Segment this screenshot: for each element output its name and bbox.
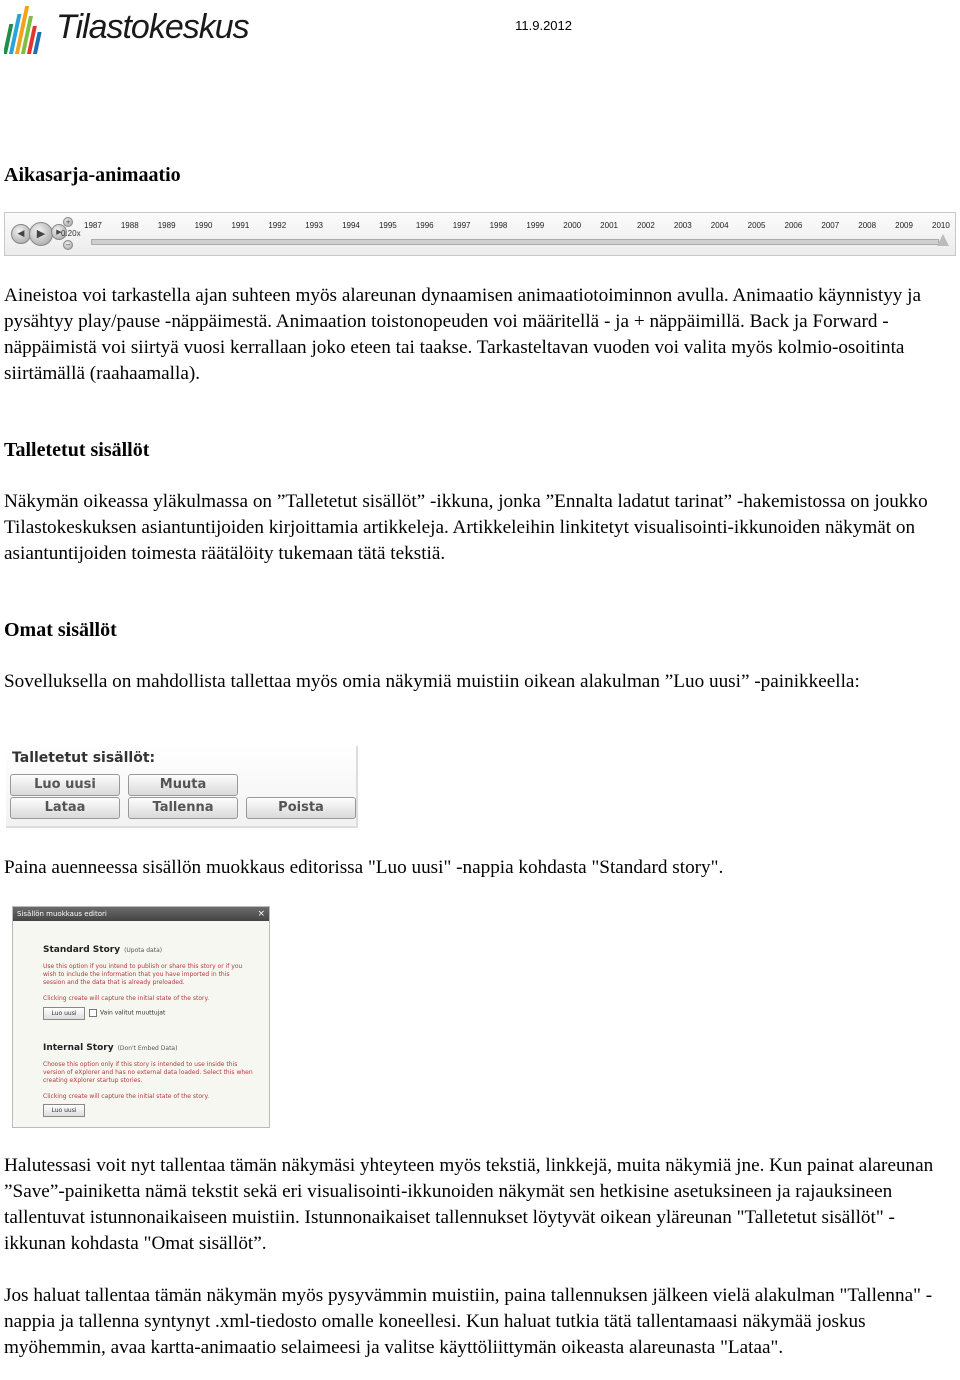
heading-own: Omat sisällöt	[4, 619, 117, 641]
timeline-year[interactable]: 1992	[268, 221, 287, 230]
timeline-bar	[4, 212, 956, 256]
paragraph-saved: Näkymän oikeassa yläkulmassa on ”Talletetut sisällöt” -ikkuna, jonka ”Ennalta ladatut tarinat” -hakemistossa on joukko Tilastokeskuksen asiantuntijoiden kirjoittamia artikkeleja. Artikkeleihin linkitetyt visualisointi-ikkunoiden näkymät on asiantuntijoiden toimesta räätälöity tukemaan tätä tekstiä.	[4, 491, 928, 564]
timeline-year[interactable]: 2002	[637, 221, 655, 230]
load-button[interactable]: Lataa	[10, 797, 120, 819]
close-icon[interactable]: ×	[257, 909, 265, 919]
timeline-year[interactable]: 2004	[710, 221, 729, 230]
internal-story-heading: Internal Story (Don't Embed Data)	[43, 1043, 178, 1053]
timeline-year[interactable]: 1999	[526, 221, 545, 230]
heading-animation: Aikasarja-animaatio	[4, 164, 181, 186]
timeline-year[interactable]: 1987	[84, 221, 102, 230]
speed-readout: 0.20x	[61, 229, 81, 238]
timeline-track[interactable]	[91, 239, 939, 245]
editor-title-bar	[13, 907, 269, 921]
paragraph-own-3: Halutessasi voit nyt tallentaa tämän näkymäsi yhteyteen myös tekstiä, linkkejä, muita näkymiä jne. Kun painat alareunan ”Save”-painiketta nämä tekstit sekä eri visualisointi-ikkunoiden näkymät sen hetkisine asetuksineen ja rajauksineen tallentuvat istunnonaikaiseen muistiin. Istunnonaikaiset tallennukset löytyvät oikean yläreunan "Talletetut sisällöt" -ikkunan kohdasta "Omat sisällöt”.	[4, 1155, 934, 1254]
minus-icon[interactable]: −	[63, 240, 73, 250]
selected-variables-checkbox[interactable]: Vain valitut muuttujat	[89, 1009, 165, 1017]
timeline-year[interactable]: 2010	[932, 221, 950, 230]
timeline-year[interactable]: 1989	[157, 221, 176, 230]
tilastokeskus-logo	[4, 2, 254, 60]
standard-story-heading: Standard Story (Upota data)	[43, 945, 163, 955]
timeline-year[interactable]: 2005	[747, 221, 766, 230]
delete-button[interactable]: Poista	[246, 797, 356, 819]
content-editor-dialog	[12, 906, 270, 1128]
new-button[interactable]: Luo uusi	[10, 774, 120, 796]
editor-title: Sisällön muokkaus editori	[17, 910, 107, 918]
timeline-year[interactable]: 2001	[600, 221, 618, 230]
internal-story-description: Choose this option only if this story is intended to use inside this version of eXplorer and has no external data loaded. Select this when creating eXplorer startup stories.	[43, 1061, 253, 1084]
logo-text: Tilastokeskus	[56, 8, 249, 46]
timeline-year[interactable]: 1995	[378, 221, 397, 230]
document-date: 11.9.2012	[515, 18, 572, 33]
heading-saved: Talletetut sisällöt	[4, 439, 150, 461]
timeline-year[interactable]: 1993	[305, 221, 323, 230]
paragraph-animation: Aineistoa voi tarkastella ajan suhteen myös alareunan dynaamisen animaatiotoiminnon avulla. Animaatio käynnistyy ja pysähtyy play/pause -näppäimestä. Animaation toistonopeuden voi määritellä - ja + näppäimillä. Back ja Forward -näppäimistä voi siirtyä vuosi kerrallaan joko eteen tai taakse. Tarkasteltavan vuoden voi valita myös kolmio-osoitinta siirtämällä (raahaamalla).	[4, 285, 922, 384]
timeline-year[interactable]: 2003	[673, 221, 692, 230]
play-icon[interactable]: ▶	[29, 222, 53, 246]
paragraph-own-4: Jos haluat tallentaa tämän näkymän myös pysyvämmin muistiin, paina tallennuksen jälkeen vielä alakulman "Tallenna" -nappia ja tallenna syntynyt .xml-tiedosto omalle koneellesi. Kun haluat tutkia tätä tallentamaasi näkymää joskus myöhemmin, avaa kartta-animaatio selaimeesi ja valitse käyttöliittymän oikeasta alareunasta "Lataa".	[4, 1285, 933, 1358]
timeline-year[interactable]: 1996	[415, 221, 434, 230]
timeline-year[interactable]: 1994	[342, 221, 360, 230]
forward-icon[interactable]: ▶	[51, 224, 67, 240]
checkbox-icon[interactable]	[89, 1009, 97, 1017]
timeline-year[interactable]: 1997	[452, 221, 471, 230]
timeline-year[interactable]: 2009	[895, 221, 913, 230]
standard-create-button[interactable]: Luo uusi	[43, 1007, 85, 1020]
timeline-year[interactable]: 2000	[563, 221, 582, 230]
standard-story-note: Clicking create will capture the initial state of the story.	[43, 995, 210, 1002]
timeline-year[interactable]: 2008	[858, 221, 877, 230]
year-marker-icon[interactable]	[937, 234, 949, 246]
paragraph-own-2: Paina auenneessa sisällön muokkaus editorissa "Luo uusi" -nappia kohdasta "Standard story".	[4, 857, 724, 878]
saved-content-panel	[6, 746, 358, 828]
timeline-year[interactable]: 1991	[231, 221, 250, 230]
timeline-year[interactable]: 1998	[489, 221, 508, 230]
back-icon[interactable]: ◀	[11, 224, 31, 244]
timeline-year[interactable]: 2007	[821, 221, 840, 230]
logo-bars-icon	[4, 2, 50, 58]
standard-story-description: Use this option if you intend to publish or share this story or if you wish to include the information that you have imported in this session and the data that is already preloaded.	[43, 963, 243, 986]
internal-story-note: Clicking create will capture the initial state of the story.	[43, 1093, 210, 1100]
paragraph-own-1: Sovelluksella on mahdollista tallettaa myös omia näkymiä muistiin oikean alakulman ”Luo uusi” -painikkeella:	[4, 671, 860, 692]
plus-icon[interactable]: +	[63, 217, 73, 227]
timeline-year[interactable]: 1988	[120, 221, 139, 230]
internal-create-button[interactable]: Luo uusi	[43, 1104, 85, 1117]
saved-panel-title: Talletetut sisällöt:	[12, 750, 156, 766]
timeline-year[interactable]: 1990	[194, 221, 213, 230]
save-button[interactable]: Tallenna	[128, 797, 238, 819]
edit-button[interactable]: Muuta	[128, 774, 238, 796]
timeline-year[interactable]: 2006	[784, 221, 803, 230]
